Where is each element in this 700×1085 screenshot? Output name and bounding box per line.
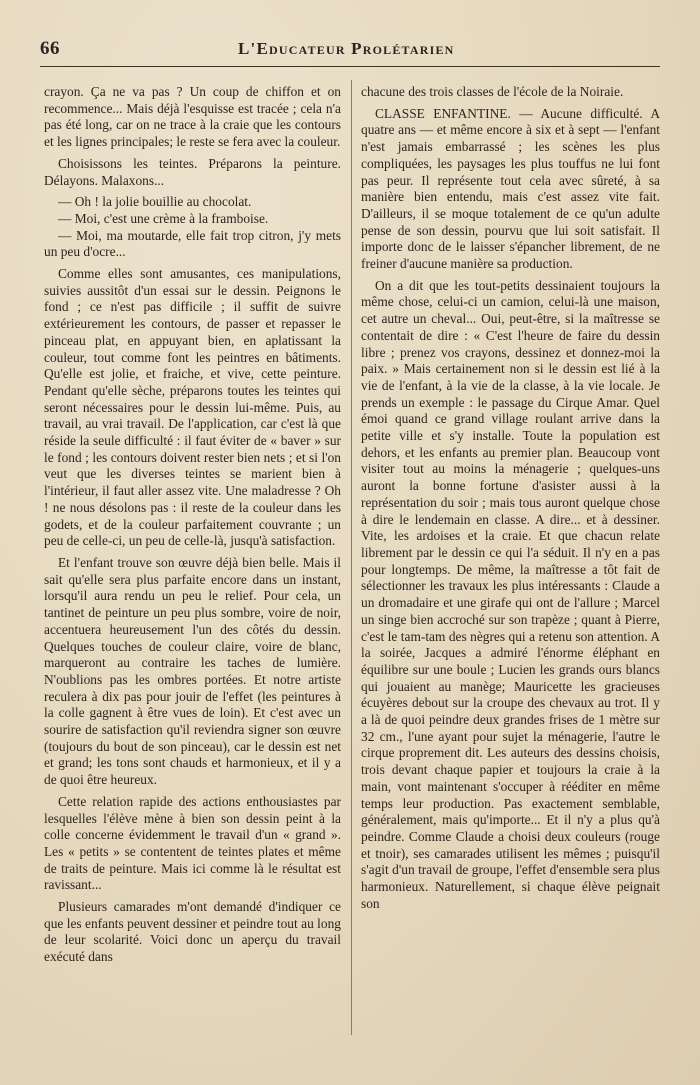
paragraph: Comme elles sont amusantes, ces manipulations, suivies aussitôt d'un essai sur le dessin. Peignons le fond ; ce n'est pas difficile ; il suffit de suivre extérieurement les contours, de passer et repasser le pinceau plat, en appuyant bien, en aplatissant la couleur, tout comme font les peintres en bâtiments. Qu'elle est jolie, et fraiche, et vive, cette peinture. Pendant qu'elle sèche, préparons toutes les teintes qui seront nécessaires pour le dessin lui-même. Puis, au travail, au vrai travail. De l'application, car c'est là que réside la seule difficulté : il faut éviter de « baver » sur le fond ; les contours doivent rester bien nets ; et si l'on veut que les diverses teintes se marient bien à l'intérieur, il faut aller assez vite. Une maladresse ? Oh ! ne nous désolons pas : il reste de la couleur dans les godets, et de la couleur parfaitement couvrante ; un peu de celle-ci, un peu de celle-là, jusqu'à satisfaction.: [44, 266, 341, 549]
dialogue-line: — Oh ! la jolie bouillie au chocolat.: [58, 194, 252, 210]
paragraph: Et l'enfant trouve son œuvre déjà bien belle. Mais il sait qu'elle sera plus parfaite encore dans un instant, lorsqu'il aura rendu un peu le relief. Pour cela, un tantinet de peinture un peu plus sombre, voire de noir, accentuera heureusement l'un des côtés du dessin. Quelques touches de couleur claire, voire de blanc, marqueront au contraire les taches de lumière. N'oublions pas les ombres portées. Et notre artiste reculera à dix pas pour jouir de l'effet (les peintures à la colle gagnent à être vues de loin). Et c'est avec un sourire de satisfaction qu'il reviendra signer son œuvre (toujours du bout de son pinceau), car le dessin est net et grand; les tons sont chauds et harmonieux, et il y a de quoi être heureux.: [44, 554, 341, 788]
paragraph: Cette relation rapide des actions enthousiastes par lesquelles l'élève mène à bien son dessin peint à la colle concerne évidemment le travail d'un « grand ». Les « petits » se contentent de teintes plates et même de traits de peinture. Mais ici comme là le résultat est ravissant...: [44, 793, 341, 893]
column-divider: [351, 80, 352, 1035]
paragraph: chacune des trois classes de l'école de la Noiraie.: [361, 84, 624, 99]
paragraph: Plusieurs camarades m'ont demandé d'indiquer ce que les enfants peuvent dessiner et peindre tout au long de leur scolarité. Voici donc un aperçu du travail exécuté dans: [44, 899, 341, 965]
right-column: [361, 84, 660, 917]
paragraph: Choisissons les teintes. Préparons la peinture. Délayons. Malaxons...: [44, 155, 341, 188]
dialogue-line: — Moi, c'est une crème à la framboise.: [58, 210, 269, 226]
journal-title: L'Educateur Prolétarien: [238, 39, 455, 58]
paragraph: On a dit que les tout-petits dessinaient toujours la même chose, celui-ci un camion, celui-là une maison, cet autre un cheval... Oui, peut-être, si la maîtresse se contentait de dire : « C'est l'heure de faire du dessin libre ; prenez vos crayons, dessinez et donnez-moi la paix. » Mais certainement non si le dessin est lié à la vie de l'enfant, à la vie de la classe, à la vie locale. Je prends un exemple : le passage du Cirque Amar. Quel émoi quand ce grand village roulant arrive dans la petite ville et s'y installe. Toute la population est dehors, et les enfants au premier plan. Beaucoup vont visiter tout au moins la ménagerie ; quelques-uns auront la bonne fortune d'asister aussi à la représentation du soir ; mais tous auront quelque chose à dire le lendemain en classe. A dire... et à dessiner. Vite, les ardoises et la craie. Et que chacun relate librement par le dessin ce qui l'a séduit. Il n'y en a pas pour longtemps. De même, la maîtresse a tôt fait de sélectionner les travaux les plus intéressants : Claude a un dromadaire et une girafe qui ont de l'allure ; Marcel un singe bien accroché sur son trapèze ; quant à Pierre, c'est le tam-tam des nègres qui a retenu son attention. A la soirée, Jacques a admiré l'énorme éléphant en équilibre sur une boule ; Lucien les grands ours blancs qui jouaient au manège; Mauricette les gracieuses écuyères debout sur la croupe des chevaux au trot. Il y a là de quoi peindre deux grandes frises de 1 mètre sur 32 cm., l'une ayant pour sujet la ménagerie, l'autre le cirque proprement dit. Les auteurs des dessins choisis, trois devant chaque papier et toujours la craie à la main, vont maintenant s'occuper à rééditer en même temps leur production. Pas exactement semblable, généralement, mais qu'importe... Et il n'y a plus qu'à peindre. Comme Claude a choisi deux couleurs (rouge et tnoir), ses camarades utilisent les mêmes ; puisqu'il s'agit d'un travail de groupe, l'effet d'ensemble sera plus harmonieux. Naturellement, si chaque élève peignait son: [361, 277, 660, 911]
left-column: [44, 84, 341, 971]
dialogue-line: — Moi, ma moutarde, elle fait trop citron, j'y mets un peu d'ocre...: [44, 227, 341, 260]
page-number: 66: [40, 38, 60, 59]
header-rule: [40, 66, 660, 67]
page-header: [40, 38, 660, 66]
paragraph: CLASSE ENFANTINE. — Aucune difficulté. A quatre ans — et même encore à six et à sept — l'enfant n'est jamais embarrassé ; les scènes les plus compliquées, les paysages les plus touffus ne lui font pas peur. Il représente tout cela avec sûreté, à sa manière bien entendu, mais c'est assez vite fait. D'ailleurs, il se moque totalement de ce qu'un adulte pense de son dessin, pourvu que lui soit satisfait. Il importe donc de le laisser s'épancher librement, de ne freiner d'aucune manière sa production.: [361, 105, 660, 272]
paragraph: crayon. Ça ne va pas ? Un coup de chiffon et on recommence... Mais déjà l'esquisse est tracée ; cela n'a pas été long, car on ne trace à la craie que les contours et les lignes principales; le reste se fera avec la couleur.: [44, 84, 341, 150]
